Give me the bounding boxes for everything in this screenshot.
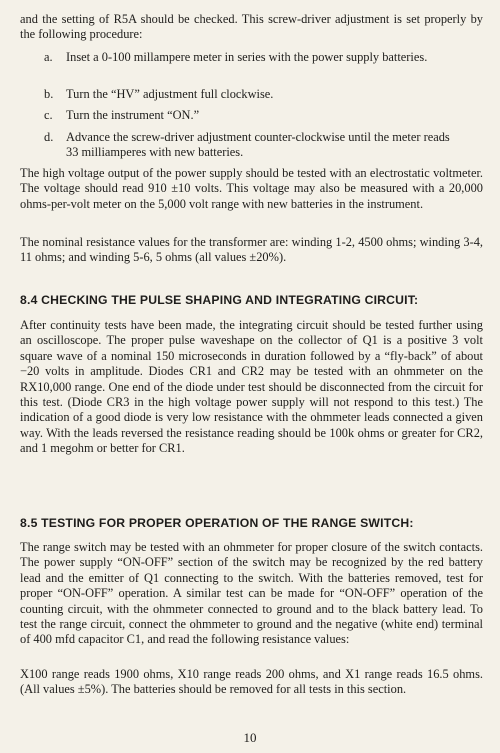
step-marker: b. xyxy=(44,87,54,101)
list-item xyxy=(44,130,464,161)
step-marker: a. xyxy=(44,50,53,64)
section-heading-8-4: 8.4 CHECKING THE PULSE SHAPING AND INTEGRATING CIRCUIT: xyxy=(20,293,419,307)
resistance-values-paragraph: X100 range reads 1900 ohms, X10 range reads 200 ohms, and X1 range reads 16.5 ohms. (All values ±5%). The batteries should be removed for all tests in this section. xyxy=(20,667,483,697)
step-text: Turn the instrument “ON.” xyxy=(66,108,200,122)
section-8-5-paragraph: The range switch may be tested with an ohmmeter for proper closure of the switch contacts. The power supply “ON-OFF” section of the switch may be recognized by the red battery lead and the emitter of Q1 connecting to the switch. With the batteries removed, test for proper “ON-OFF” operation. A similar test can be made for “ON-OFF” operation of the counting circuit, with the ohmmeter connected to ground and to the black battery lead. To test the range circuit, connect the ohmmeter to ground and the negative (white end) terminal of 400 mfd capacitor C1, and read the following resistance values: xyxy=(20,540,483,647)
section-heading-8-5: 8.5 TESTING FOR PROPER OPERATION OF THE RANGE SWITCH: xyxy=(20,516,414,530)
step-text: Inset a 0-100 millampere meter in series with the power supply batteries. xyxy=(66,50,428,64)
list-item xyxy=(44,50,464,65)
section-8-4-paragraph: After continuity tests have been made, the integrating circuit should be tested further using an oscilloscope. The proper pulse waveshape on the collector of Q1 is a positive 3 volt square wave of a nominal 150 microseconds in duration followed by a “fly-back” of about −20 volts in amplitude. Diodes CR1 and CR2 may be tested with an ohmmeter on the RX10,000 range. One end of the diode under test should be disconnected from the circuit for this test. (Diode CR3 in the high voltage power supply will not respond to this test.) The indication of a good diode is very low resistance with the ohmmeter leads connected a given way. With the leads reversed the resistance reading should be 100k ohms or greater for CR2, and 1 megohm or better for CR1. xyxy=(20,318,483,456)
high-voltage-paragraph: The high voltage output of the power supply should be tested with an electrostatic voltmeter. The voltage should read 910 ±10 volts. This voltage may also be measured with a 20,000 ohms-per-volt meter on the 5,000 volt range with new batteries in the instrument. xyxy=(20,166,483,211)
intro-paragraph: and the setting of R5A should be checked. This screw-driver adjustment is set properly by the following procedure: xyxy=(20,12,483,42)
step-text: Advance the screw-driver adjustment counter-clockwise until the meter reads 33 milliamperes with new batteries. xyxy=(66,130,450,160)
step-marker: d. xyxy=(44,130,54,144)
list-item xyxy=(44,87,464,102)
list-item xyxy=(44,108,464,123)
resistance-paragraph: The nominal resistance values for the transformer are: winding 1-2, 4500 ohms; winding 3-4, 11 ohms; and winding 5-6, 5 ohms (all values ±20%). xyxy=(20,235,483,265)
page-number: 10 xyxy=(243,730,257,745)
step-text: Turn the “HV” adjustment full clockwise. xyxy=(66,87,274,101)
step-marker: c. xyxy=(44,108,53,122)
